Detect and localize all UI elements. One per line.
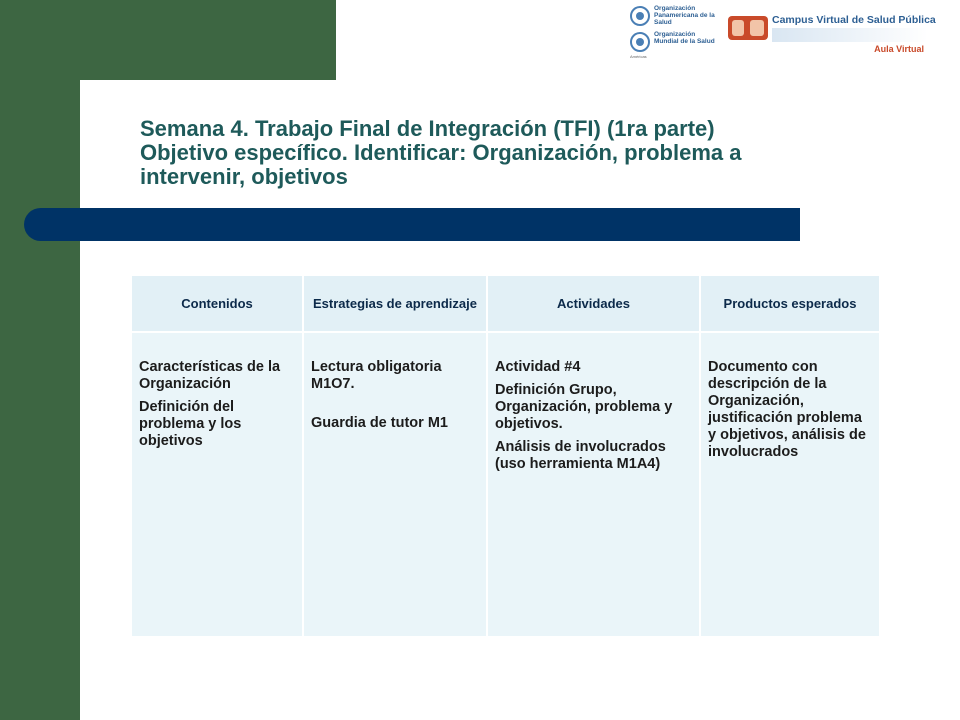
cell-text: Características de la Organización: [139, 359, 281, 392]
slide-title-line: Objetivo específico. Identificar: Organización, problema a: [140, 140, 742, 165]
slide-title: [140, 117, 860, 189]
top-green-block: [0, 0, 336, 80]
header-contenidos: Contenidos: [132, 276, 303, 332]
table-header-row: [132, 276, 880, 332]
cell-text: Actividad #4: [495, 359, 581, 375]
cell-text: Definición Grupo, Organización, problema y objetivos.: [495, 382, 673, 432]
cell-actividades: [487, 332, 700, 637]
header-estrategias: Estrategias de aprendizaje: [303, 276, 487, 332]
cell-contenidos: [132, 332, 303, 637]
campus-virtual-title: Campus Virtual de Salud Pública: [772, 14, 936, 26]
ops-region-text: Américas: [630, 54, 647, 59]
title-divider-bar: [24, 208, 800, 241]
ops-oms-logo: [630, 4, 718, 60]
oms-logo-text: Organización Mundial de la Salud: [654, 31, 715, 45]
left-green-bar: [0, 0, 80, 720]
ops-globe-icon: [630, 6, 650, 26]
aula-virtual-label: Aula Virtual: [874, 44, 924, 54]
header-logos: [620, 0, 960, 64]
cell-text: Guardia de tutor M1: [311, 415, 448, 431]
table-row: [132, 332, 880, 637]
header-actividades: Actividades: [487, 276, 700, 332]
cell-text: Definición del problema y los objetivos: [139, 399, 242, 449]
campus-virtual-logo: [728, 12, 936, 54]
header-productos: Productos esperados: [700, 276, 880, 332]
campus-virtual-icon: [728, 16, 768, 40]
campus-virtual-band: [772, 28, 928, 54]
cell-text: Lectura obligatoria M1O7.: [311, 359, 442, 392]
cell-text: Análisis de involucrados (uso herramienta M1A4): [495, 439, 666, 472]
ops-logo-row: [630, 4, 718, 28]
oms-logo-row: [630, 30, 718, 54]
slide-title-line: Semana 4. Trabajo Final de Integración (TFI) (1ra parte): [140, 116, 715, 141]
cell-productos: [700, 332, 880, 637]
cell-estrategias: [303, 332, 487, 637]
plan-table: [132, 276, 881, 638]
oms-globe-icon: [630, 32, 650, 52]
ops-logo-text: Organización Panamericana de la Salud: [654, 5, 715, 26]
slide-title-line: intervenir, objetivos: [140, 164, 348, 189]
cell-text: Documento con descripción de la Organización, justificación problema y objetivos, análisis de involucrados: [708, 359, 866, 460]
